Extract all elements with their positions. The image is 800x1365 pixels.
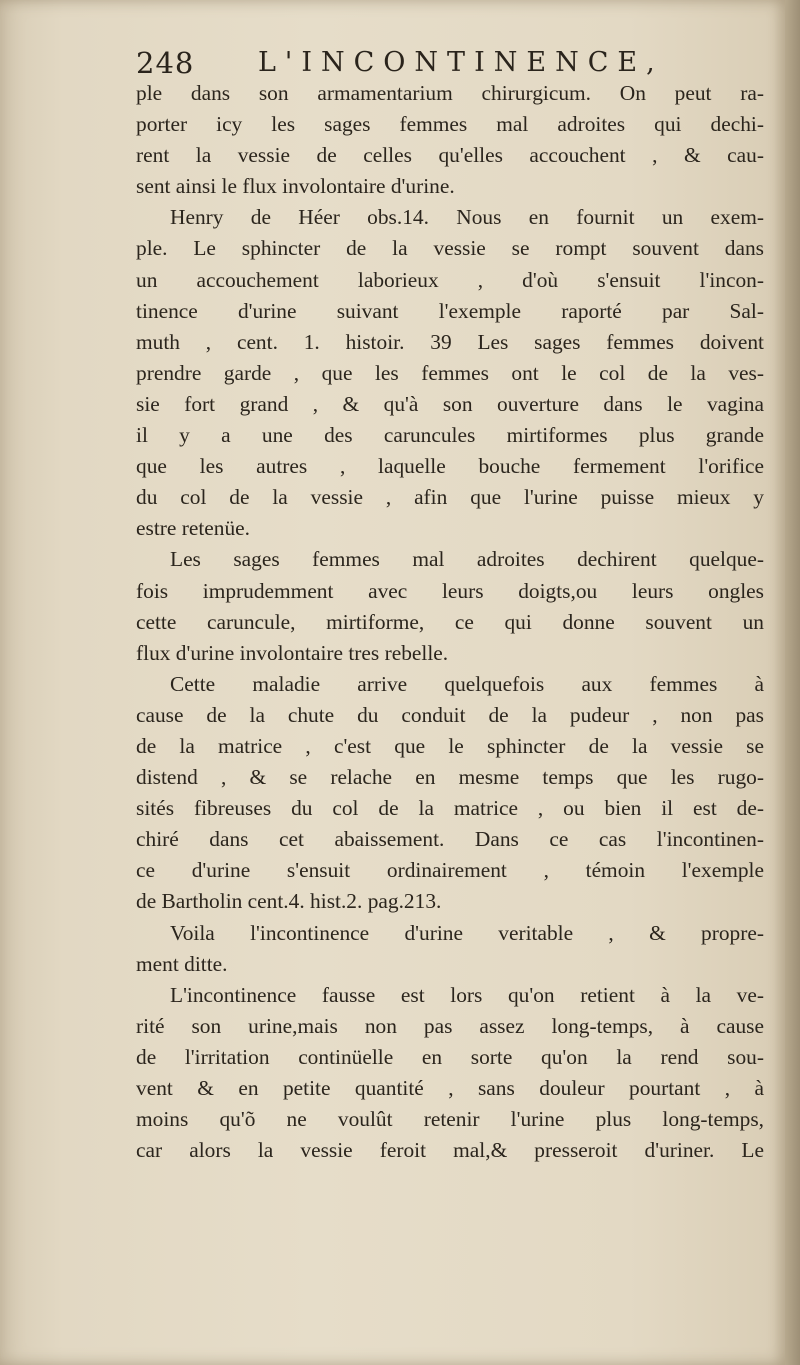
text-line: fois imprudemment avec leurs doigts,ou leurs ongles (136, 578, 764, 603)
text-line: distend , & se relache en mesme temps que les rugo- (136, 765, 764, 790)
text-line: flux d'urine involontaire tres rebelle. (136, 640, 449, 665)
text-line: de l'irritation continüelle en sorte qu'on la rend sou- (136, 1044, 764, 1069)
text-line: un accouchement laborieux , d'où s'ensuit l'incon- (136, 267, 764, 292)
text-line: sités fibreuses du col de la matrice , ou bien il est de- (136, 796, 764, 821)
text-line: car alors la vessie feroit mal,& presseroit d'uriner. Le (136, 1138, 764, 1163)
text-line: muth , cent. 1. histoir. 39 Les sages femmes doivent (136, 329, 764, 354)
text-line: Voila l'incontinence d'urine veritable , & propre- (170, 920, 764, 945)
text-line: rent la vessie de celles qu'elles accouchent , & cau- (136, 143, 764, 168)
text-line: que les autres , laquelle bouche fermement l'orifice (136, 454, 764, 479)
text-line: cause de la chute du conduit de la pudeur , non pas (136, 702, 764, 727)
text-line: ple. Le sphincter de la vessie se rompt souvent dans (136, 236, 764, 261)
text-line: ce d'urine s'ensuit ordinairement , témoin l'exemple (136, 858, 764, 883)
text-line: il y a une des caruncules mirtiformes plus grande (136, 423, 764, 448)
running-title: L'INCONTINENCE, (258, 47, 664, 78)
text-line: de Bartholin cent.4. hist.2. pag.213. (136, 889, 442, 914)
text-line: prendre garde , que les femmes ont le col de la ves- (136, 360, 764, 385)
text-line: tinence d'urine suivant l'exemple raporté par Sal- (136, 298, 764, 323)
text-line: estre retenüe. (136, 516, 251, 541)
text-line: sie fort grand , & qu'à son ouverture dans le vagina (136, 391, 764, 416)
text-line: vent & en petite quantité , sans douleur pourtant , à (136, 1076, 764, 1100)
page-number: 248 (136, 46, 195, 80)
text-line: Henry de Héer obs.14. Nous en fournit un exem- (170, 205, 764, 230)
body-text (136, 78, 764, 1166)
text-line: ple dans son armamentarium chirurgicum. On peut ra- (136, 81, 764, 105)
text-line: chiré dans cet abaissement. Dans ce cas l'incontinen- (136, 827, 764, 852)
text-line: rité son urine,mais non pas assez long-temps, à cause (136, 1013, 764, 1038)
text-line: du col de la vessie , afin que l'urine puisse mieux y (136, 485, 764, 510)
text-line: ment ditte. (136, 951, 228, 976)
text-line: moins qu'õ ne voulût retenir l'urine plus long-temps, (136, 1107, 764, 1132)
text-line: cette caruncule, mirtiforme, ce qui donne souvent un (136, 609, 764, 634)
text-line: porter icy les sages femmes mal adroites qui dechi- (136, 112, 764, 137)
text-line: de la matrice , c'est que le sphincter de la vessie se (136, 733, 764, 758)
text-line: Les sages femmes mal adroites dechirent quelque- (170, 547, 764, 572)
page-edge (785, 0, 800, 1365)
text-line: Cette maladie arrive quelquefois aux femmes à (170, 671, 764, 696)
text-line: sent ainsi le flux involontaire d'urine. (136, 174, 455, 199)
text-line: L'incontinence fausse est lors qu'on retient à la ve- (170, 982, 764, 1007)
